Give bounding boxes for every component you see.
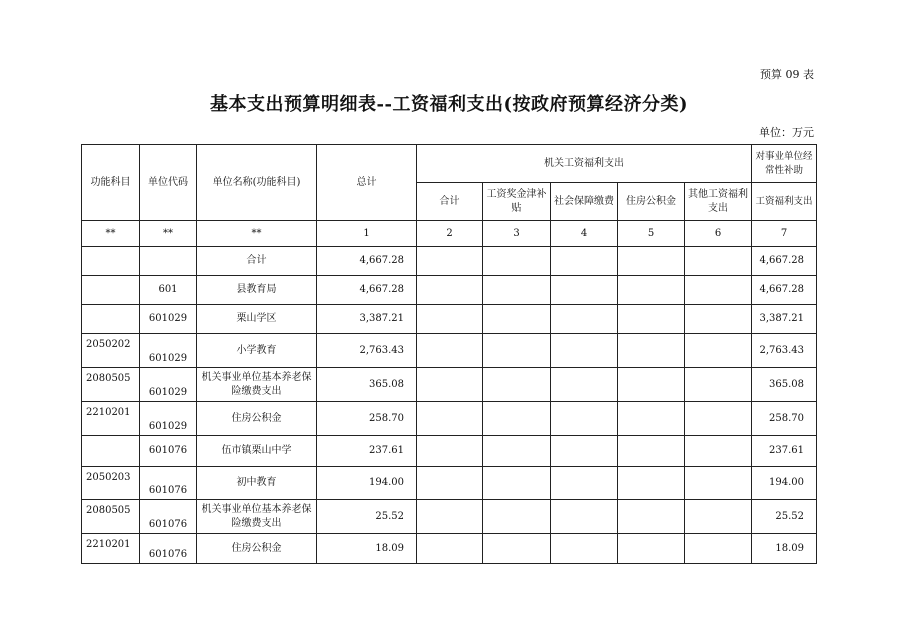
- social-cell: [551, 368, 618, 402]
- other-cell: [685, 402, 752, 436]
- housing-cell: [618, 305, 685, 334]
- header-unit-name: 单位名称(功能科目): [197, 145, 317, 221]
- index-cell: 7: [752, 221, 817, 247]
- table-row: [82, 534, 817, 564]
- wages-cell: [483, 368, 551, 402]
- name-cell: 机关事业单位基本养老保险缴费支出: [197, 500, 317, 534]
- other-cell: [685, 247, 752, 276]
- other-cell: [685, 436, 752, 467]
- index-cell: 1: [317, 221, 417, 247]
- index-cell: **: [82, 221, 140, 247]
- wages-cell: [483, 305, 551, 334]
- name-cell: 机关事业单位基本养老保险缴费支出: [197, 368, 317, 402]
- other-cell: [685, 467, 752, 500]
- housing-cell: [618, 247, 685, 276]
- social-cell: [551, 305, 618, 334]
- wages-cell: [483, 436, 551, 467]
- housing-cell: [618, 534, 685, 564]
- table-row: [82, 402, 817, 436]
- func-cell: 2080505: [82, 368, 140, 402]
- sub-total-cell: [417, 436, 483, 467]
- header-sub-total: 合计: [417, 183, 483, 221]
- other-cell: [685, 334, 752, 368]
- name-cell: 县教育局: [197, 276, 317, 305]
- header-row-1: [82, 145, 817, 183]
- housing-cell: [618, 500, 685, 534]
- other-cell: [685, 534, 752, 564]
- table-row: [82, 500, 817, 534]
- social-cell: [551, 467, 618, 500]
- housing-cell: [618, 368, 685, 402]
- func-cell: 2210201: [82, 534, 140, 564]
- other-cell: [685, 368, 752, 402]
- subsidy-cell: 2,763.43: [752, 334, 817, 368]
- total-cell: 4,667.28: [317, 276, 417, 305]
- housing-cell: [618, 276, 685, 305]
- other-cell: [685, 276, 752, 305]
- table-row: [82, 276, 817, 305]
- total-cell: 25.52: [317, 500, 417, 534]
- code-cell: 601076: [140, 436, 197, 467]
- total-cell: 258.70: [317, 402, 417, 436]
- header-subsidy-group: 对事业单位经常性补助: [752, 145, 817, 183]
- unit-label: 单位：万元: [759, 126, 814, 139]
- total-cell: 18.09: [317, 534, 417, 564]
- code-cell: 601: [140, 276, 197, 305]
- index-cell: **: [140, 221, 197, 247]
- code-cell: 601029: [140, 402, 197, 436]
- index-cell: 5: [618, 221, 685, 247]
- sub-total-cell: [417, 305, 483, 334]
- total-cell: 3,387.21: [317, 305, 417, 334]
- name-cell: 住房公积金: [197, 534, 317, 564]
- name-cell: 小学教育: [197, 334, 317, 368]
- name-cell: 住房公积金: [197, 402, 317, 436]
- func-cell: [82, 276, 140, 305]
- subsidy-cell: 237.61: [752, 436, 817, 467]
- func-cell: 2050203: [82, 467, 140, 500]
- housing-cell: [618, 402, 685, 436]
- sub-total-cell: [417, 334, 483, 368]
- header-wages-welfare: 工资福利支出: [752, 183, 817, 221]
- table-row: [82, 436, 817, 467]
- index-cell: 3: [483, 221, 551, 247]
- housing-cell: [618, 334, 685, 368]
- wages-cell: [483, 334, 551, 368]
- header-agency-group: 机关工资福利支出: [417, 145, 752, 183]
- subsidy-cell: 18.09: [752, 534, 817, 564]
- header-total: 总计: [317, 145, 417, 221]
- code-cell: 601076: [140, 467, 197, 500]
- index-cell: **: [197, 221, 317, 247]
- func-cell: 2210201: [82, 402, 140, 436]
- name-cell: 初中教育: [197, 467, 317, 500]
- code-cell: 601076: [140, 500, 197, 534]
- social-cell: [551, 500, 618, 534]
- func-cell: 2080505: [82, 500, 140, 534]
- social-cell: [551, 247, 618, 276]
- table-row: [82, 247, 817, 276]
- sub-total-cell: [417, 247, 483, 276]
- social-cell: [551, 402, 618, 436]
- sub-total-cell: [417, 500, 483, 534]
- header-unit-code: 单位代码: [140, 145, 197, 221]
- social-cell: [551, 534, 618, 564]
- housing-cell: [618, 436, 685, 467]
- code-cell: 601029: [140, 305, 197, 334]
- other-cell: [685, 500, 752, 534]
- header-func-subject: 功能科目: [82, 145, 140, 221]
- subsidy-cell: 258.70: [752, 402, 817, 436]
- func-cell: 2050202: [82, 334, 140, 368]
- subsidy-cell: 365.08: [752, 368, 817, 402]
- page-title: 基本支出预算明细表--工资福利支出(按政府预算经济分类): [210, 94, 688, 115]
- sub-total-cell: [417, 368, 483, 402]
- total-cell: 194.00: [317, 467, 417, 500]
- header-other-wages: 其他工资福利支出: [685, 183, 752, 221]
- func-cell: [82, 305, 140, 334]
- other-cell: [685, 305, 752, 334]
- housing-cell: [618, 467, 685, 500]
- form-code: 预算 09 表: [760, 68, 814, 81]
- code-cell: [140, 247, 197, 276]
- sub-total-cell: [417, 402, 483, 436]
- wages-cell: [483, 276, 551, 305]
- wages-cell: [483, 534, 551, 564]
- total-cell: 237.61: [317, 436, 417, 467]
- func-cell: [82, 436, 140, 467]
- total-cell: 365.08: [317, 368, 417, 402]
- index-row: [82, 221, 817, 247]
- wages-cell: [483, 500, 551, 534]
- sub-total-cell: [417, 276, 483, 305]
- table-row: [82, 467, 817, 500]
- subsidy-cell: 3,387.21: [752, 305, 817, 334]
- index-cell: 2: [417, 221, 483, 247]
- total-cell: 2,763.43: [317, 334, 417, 368]
- func-cell: [82, 247, 140, 276]
- header-social-security: 社会保障缴费: [551, 183, 618, 221]
- header-wages-allowance: 工资奖金津补贴: [483, 183, 551, 221]
- index-cell: 6: [685, 221, 752, 247]
- name-cell: 合计: [197, 247, 317, 276]
- code-cell: 601029: [140, 368, 197, 402]
- subsidy-cell: 25.52: [752, 500, 817, 534]
- index-cell: 4: [551, 221, 618, 247]
- budget-table: [81, 144, 817, 564]
- table-row: [82, 368, 817, 402]
- header-housing-fund: 住房公积金: [618, 183, 685, 221]
- social-cell: [551, 276, 618, 305]
- subsidy-cell: 194.00: [752, 467, 817, 500]
- wages-cell: [483, 402, 551, 436]
- social-cell: [551, 436, 618, 467]
- table-row: [82, 305, 817, 334]
- name-cell: 伍市镇栗山中学: [197, 436, 317, 467]
- subsidy-cell: 4,667.28: [752, 276, 817, 305]
- total-cell: 4,667.28: [317, 247, 417, 276]
- subsidy-cell: 4,667.28: [752, 247, 817, 276]
- social-cell: [551, 334, 618, 368]
- table-row: [82, 334, 817, 368]
- code-cell: 601029: [140, 334, 197, 368]
- wages-cell: [483, 467, 551, 500]
- name-cell: 栗山学区: [197, 305, 317, 334]
- sub-total-cell: [417, 534, 483, 564]
- code-cell: 601076: [140, 534, 197, 564]
- wages-cell: [483, 247, 551, 276]
- sub-total-cell: [417, 467, 483, 500]
